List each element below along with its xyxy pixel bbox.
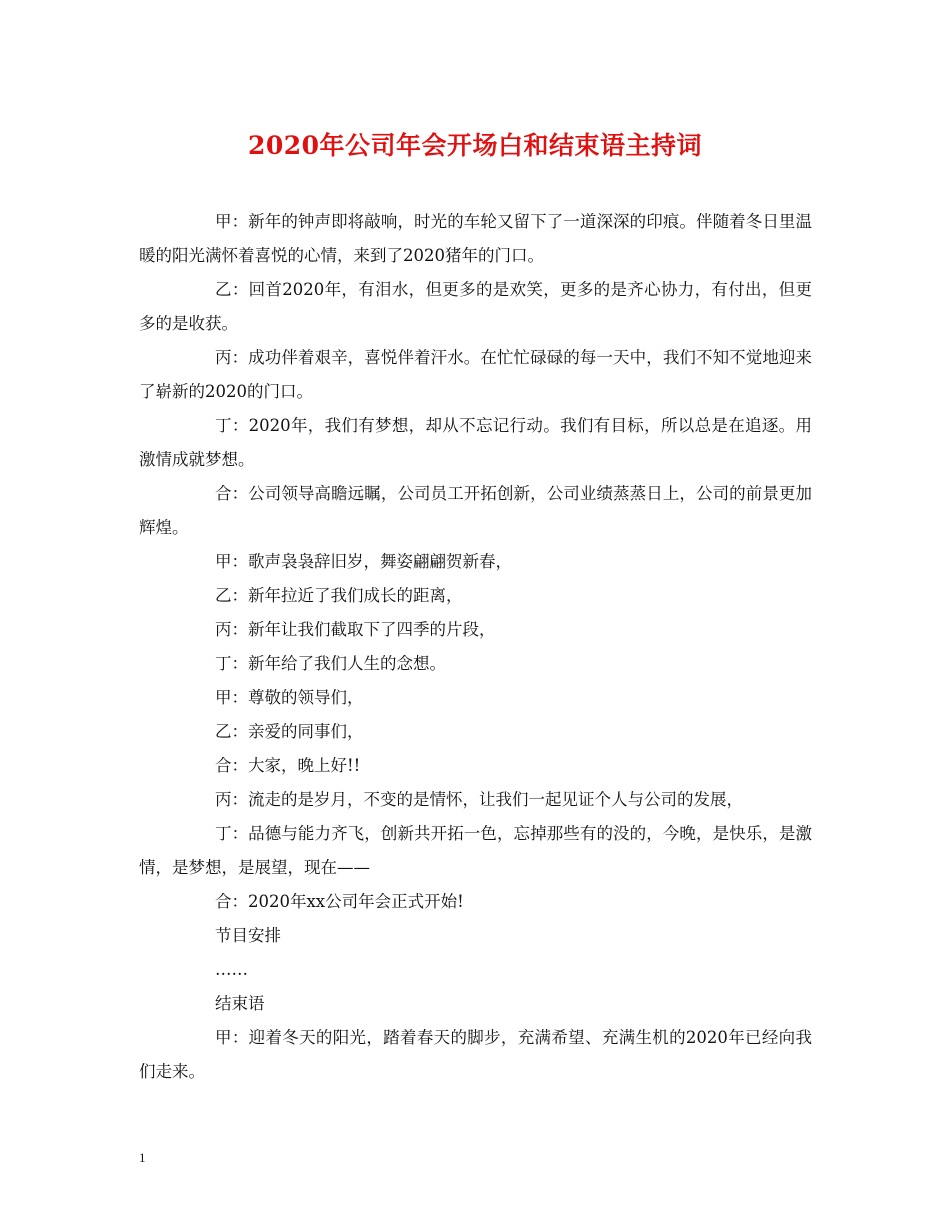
- paragraph: 丙：成功伴着艰辛，喜悦伴着汗水。在忙忙碌碌的每一天中，我们不知不觉地迎来了崭新的2020的门口。: [139, 348, 812, 401]
- paragraph: 丁：品德与能力齐飞，创新共开拓一色，忘掉那些有的没的，今晚，是快乐，是激情，是梦想，是展望，现在——: [139, 824, 812, 877]
- paragraph: 乙：亲爱的同事们，: [215, 722, 364, 741]
- section-heading-closing: 结束语: [215, 994, 265, 1013]
- paragraph: 丙：流走的是岁月，不变的是情怀，让我们一起见证个人与公司的发展，: [215, 790, 743, 809]
- document-title: 2020年公司年会开场白和结束语主持词: [247, 131, 703, 160]
- paragraph: 合：大家，晚上好!!: [215, 756, 361, 775]
- paragraph: 甲：新年的钟声即将敲响，时光的车轮又留下了一道深深的印痕。伴随着冬日里温暖的阳光满怀着喜悦的心情，来到了2020猪年的门口。: [139, 212, 812, 265]
- paragraph: 甲：迎着冬天的阳光，踏着春天的脚步，充满希望、充满生机的2020年已经向我们走来。: [139, 1028, 812, 1081]
- paragraph: 合：2020年xx公司年会正式开始!: [215, 892, 464, 911]
- paragraph: 乙：回首2020年，有泪水，但更多的是欢笑，更多的是齐心协力，有付出，但更多的是收获。: [139, 280, 812, 333]
- section-heading-program: 节目安排: [215, 926, 281, 945]
- paragraph: 丁：新年给了我们人生的念想。: [215, 654, 446, 673]
- paragraph: 乙：新年拉近了我们成长的距离，: [215, 586, 463, 605]
- paragraph: 甲：尊敬的领导们，: [215, 688, 364, 707]
- document-body: [139, 205, 812, 1089]
- ellipsis-line: ……: [215, 960, 248, 979]
- paragraph: 丁：2020年，我们有梦想，却从不忘记行动。我们有目标，所以总是在追逐。用激情成就梦想。: [139, 416, 812, 469]
- page-number: 1: [139, 1150, 146, 1165]
- paragraph: 合：公司领导高瞻远瞩，公司员工开拓创新，公司业绩蒸蒸日上，公司的前景更加辉煌。: [139, 484, 812, 537]
- paragraph: 丙：新年让我们截取下了四季的片段，: [215, 620, 496, 639]
- paragraph: 甲：歌声袅袅辞旧岁，舞姿翩翩贺新春，: [215, 552, 512, 571]
